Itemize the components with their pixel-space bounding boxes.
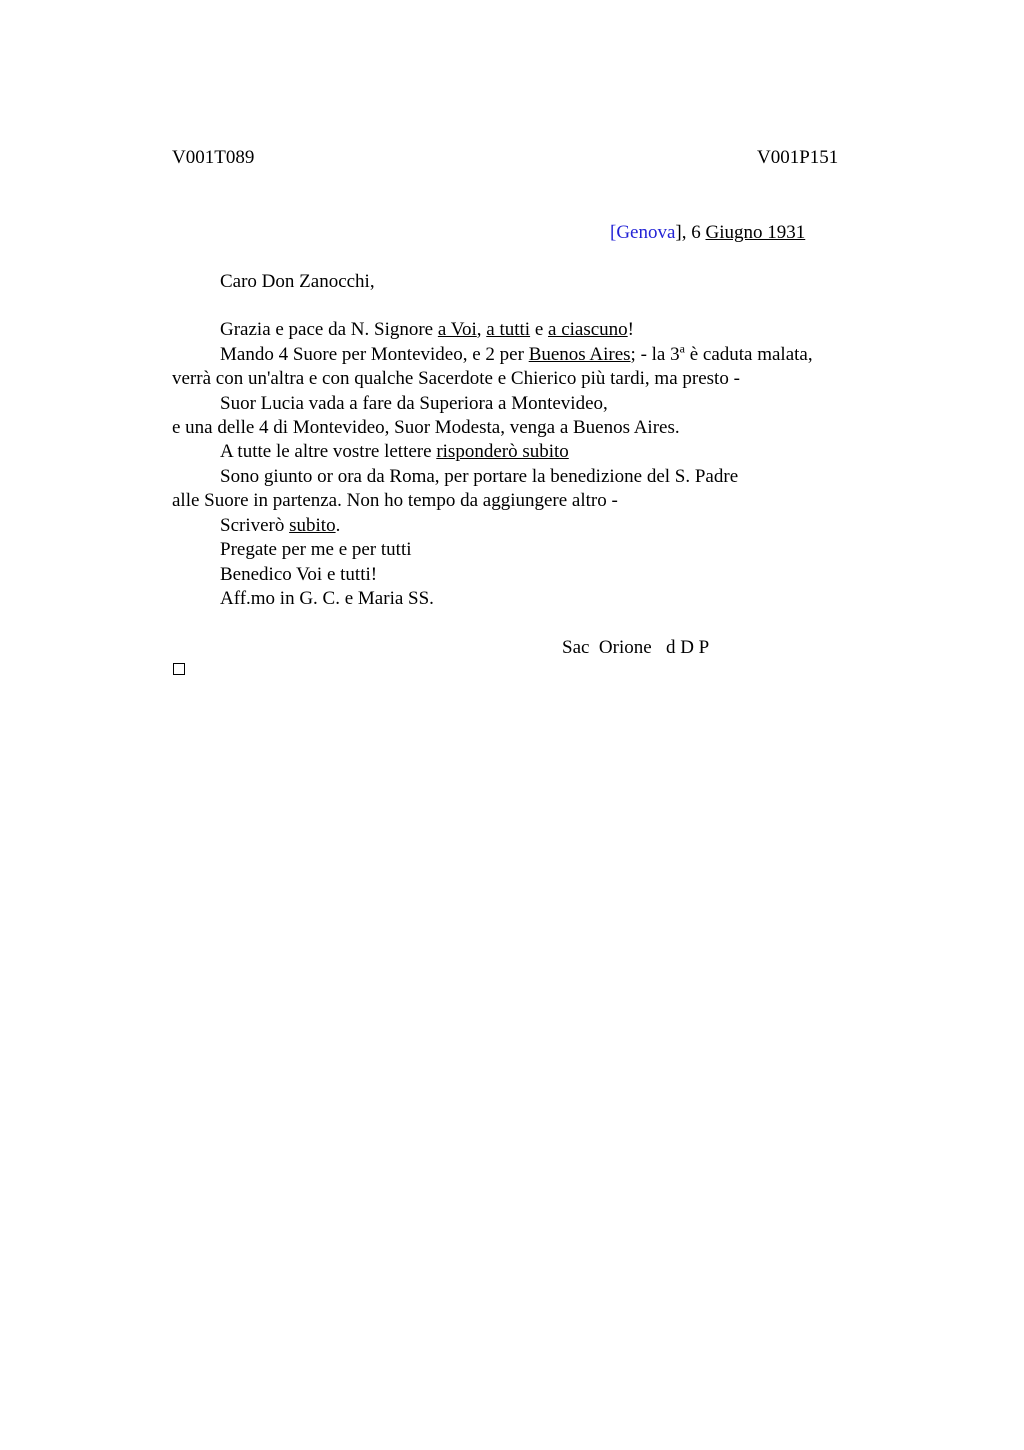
signature: Sac Orione d D P [562,637,710,658]
text-span: . [335,515,341,536]
text-span: e [530,319,549,340]
text-span: ! [627,319,634,340]
body-line-9 [220,514,340,538]
text-span: A tutte le altre vostre lettere [220,441,437,462]
underlined-text: a ciascuno [548,319,628,340]
dateline-date: Giugno 1931 [705,222,806,243]
salutation: Caro Don Zanocchi, [220,271,375,292]
dateline-place[interactable]: Genova [616,222,676,243]
body-line-5: e una delle 4 di Montevideo, Suor Modesta, venga a Buenos Aires. [172,417,680,438]
underlined-text: subito [289,515,336,536]
underlined-text: a tutti [486,319,531,340]
body-line-3: verrà con un'altra e con qualche Sacerdote e Chierico più tardi, ma presto - [172,368,740,389]
body-line-12: Aff.mo in G. C. e Maria SS. [220,588,434,609]
text-span: , [476,319,487,340]
square-outline-icon [173,663,185,675]
body-line-11: Benedico Voi e tutti! [220,564,378,585]
superscript: a [679,341,685,356]
text-span: Mando 4 Suore per Montevideo, e 2 per [220,344,529,365]
text-span: Scriverò [220,515,290,536]
underlined-text: risponderò subito [436,441,569,462]
underlined-text: a Voi [437,319,477,340]
text-span: è caduta malata, [684,344,813,365]
underlined-text: Buenos Aires [528,344,631,365]
dateline-separator: ], 6 [675,222,706,243]
body-line-2 [220,343,813,367]
body-line-4: Suor Lucia vada a fare da Superiora a Montevideo, [220,393,608,414]
body-line-1 [220,318,634,342]
body-line-10: Pregate per me e per tutti [220,539,412,560]
dateline [610,221,805,245]
text-span: ; - la 3 [630,344,680,365]
body-line-7: Sono giunto or ora da Roma, per portare la benedizione del S. Padre [220,466,739,487]
body-line-8: alle Suore in partenza. Non ho tempo da aggiungere altro - [172,490,618,511]
document-id-right: V001P151 [757,147,839,168]
body-line-6 [220,440,569,464]
document-id-left: V001T089 [172,147,255,168]
text-span: Grazia e pace da N. Signore [220,319,438,340]
dateline-bracket-open: [ [610,222,617,243]
